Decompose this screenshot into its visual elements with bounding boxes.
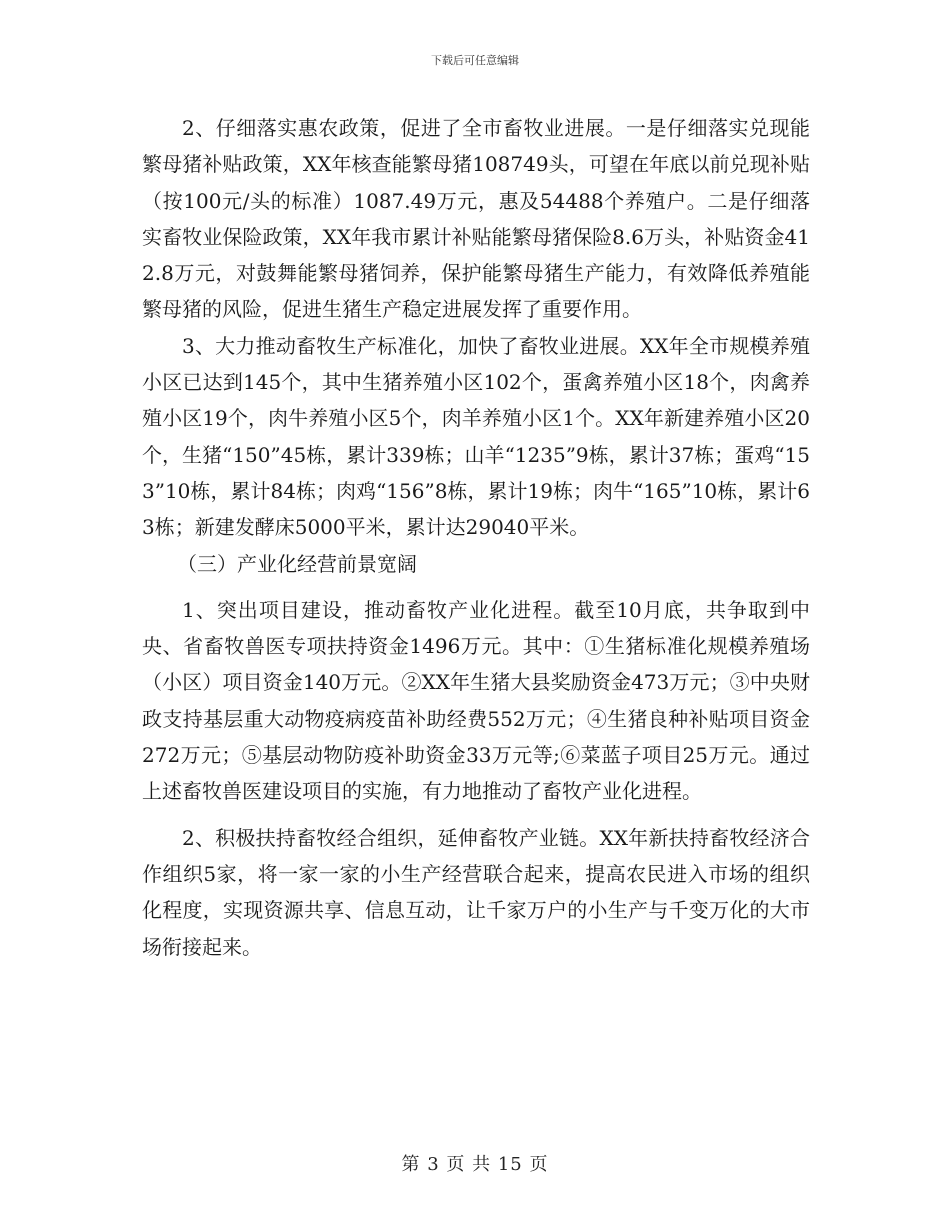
page-footer [0,1150,950,1176]
paragraph-policy-implementation: 2、仔细落实惠农政策，促进了全市畜牧业进展。一是仔细落实兑现能繁母猪补贴政策，XX年核查能繁母猪108749头，可望在年底以前兑现补贴（按100元/头的标准）1087.49万元，惠及54488个养殖户。二是仔细落实畜牧业保险政策，XX年我市累计补贴能繁母猪保险8.6万头，补贴资金412.8万元，对鼓舞能繁母猪饲养，保护能繁母猪生产能力，有效降低养殖能繁母猪的风险，促进生猪生产稳定进展发挥了重要作用。 [142,116,810,322]
paragraph-project-construction: 1、突出项目建设，推动畜牧产业化进程。截至10月底，共争取到中央、省畜牧兽医专项扶持资金1496万元。其中：①生猪标准化规模养殖场（小区）项目资金140万元。②XX年生猪大县奖励资金473万元；③中央财政支持基层重大动物疫病疫苗补助经费552万元；④生猪良种补贴项目资金272万元；⑤基层动物防疫补助资金33万元等;⑥菜蓝子项目25万元。通过上述畜牧兽医建设项目的实施，有力地推动了畜牧产业化进程。 [142,597,810,804]
paragraph-standardization: 3、大力推动畜牧生产标准化，加快了畜牧业进展。XX年全市规模养殖小区已达到145个，其中生猪养殖小区102个，蛋禽养殖小区18个，肉禽养殖小区19个，肉牛养殖小区5个，肉羊养殖小区1个。XX年新建养殖小区20个，生猪“150”45栋，累计339栋；山羊“1235”9栋，累计37栋；蛋鸡“153”10栋，累计84栋；肉鸡“156”8栋，累计19栋；肉牛“165”10栋，累计63栋；新建发酵床5000平米，累计达29040平米。 [142,333,810,540]
page-header-note: 下载后可任意编辑 [431,54,519,67]
section-heading-industrialization: （三）产业化经营前景宽阔 [177,551,417,576]
page-number-label: 第 3 页 共 15 页 [401,1154,549,1175]
paragraph-cooperative-organizations: 2、积极扶持畜牧经合组织，延伸畜牧产业链。XX年新扶持畜牧经济合作组织5家，将一家一家的小生产经营联合起来，提高农民进入市场的组织化程度，实现资源共享、信息互动，让千家万户的小生产与千变万化的大市场衔接起来。 [142,825,810,959]
document-body [142,110,810,965]
